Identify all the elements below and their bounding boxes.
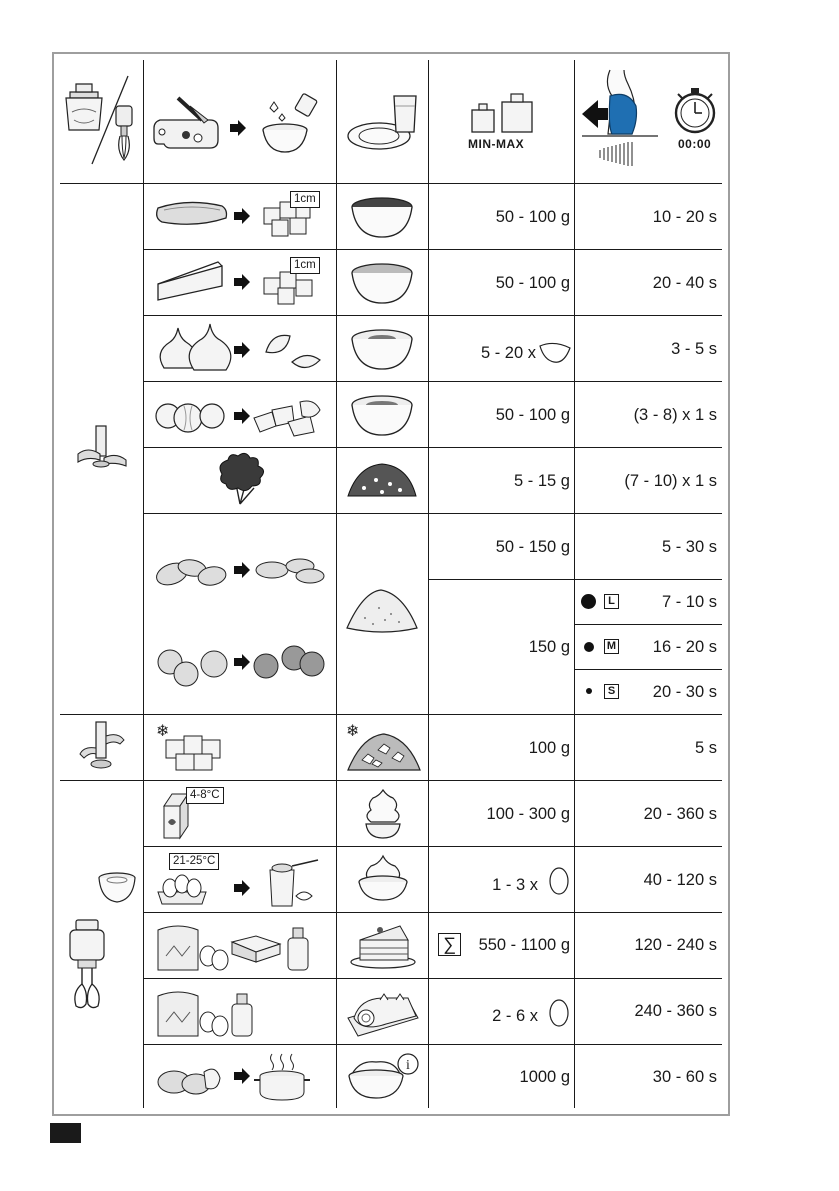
- speed-box-medium: M: [604, 639, 619, 654]
- row-divider: [143, 1044, 722, 1045]
- ice-crushing-blade-icon: [76, 720, 130, 774]
- speed-box-small: S: [604, 684, 619, 699]
- swiss-roll-icon: [344, 988, 422, 1038]
- speed-time: 16 - 20 s: [652, 638, 717, 656]
- row-divider: [428, 579, 722, 580]
- whipped-cream-icon: [358, 786, 408, 842]
- almonds-to-chopped-icon: [154, 550, 334, 594]
- col-divider-1: [143, 60, 144, 1108]
- svg-text:❄: ❄: [346, 721, 360, 740]
- row-amount: 100 g: [528, 739, 570, 757]
- speed-dot-medium: [584, 642, 594, 652]
- garlic-to-cloves-icon: [154, 322, 334, 376]
- ground-powder-icon: [345, 588, 419, 634]
- cake-slice-icon: [348, 918, 418, 970]
- row-time: 10 - 20 s: [652, 208, 717, 226]
- row-amount: 5 - 20 x: [480, 344, 536, 362]
- eggs-to-separator-icon: [154, 856, 334, 910]
- row-amount: 5 - 15 g: [514, 472, 570, 490]
- speed-time: 20 - 30 s: [652, 683, 717, 701]
- row-time: 5 s: [694, 739, 717, 757]
- row-time: 40 - 120 s: [643, 871, 717, 889]
- cube-size-label: 1cm: [290, 191, 320, 208]
- row-amount: 100 - 300 g: [486, 805, 570, 823]
- row-divider: [143, 513, 722, 514]
- flour-eggs-butter-sugar-icon: [154, 920, 314, 974]
- row-divider: [143, 381, 722, 382]
- row-divider: [60, 780, 722, 781]
- crushed-ice-icon: [344, 720, 422, 774]
- timer-label: 00:00: [678, 137, 712, 151]
- row-time: (7 - 10) x 1 s: [624, 472, 717, 490]
- col-divider-2: [336, 60, 337, 1108]
- row-amount: 50 - 100 g: [495, 208, 570, 226]
- row-amount: 550 - 1100 g: [478, 936, 570, 954]
- chopped-onion-bowl-icon: [350, 391, 414, 437]
- flour-eggs-sugar-icon: [154, 986, 264, 1040]
- col-divider-3: [428, 60, 429, 1108]
- egg-icon: [548, 866, 570, 896]
- row-amount: 150 g: [528, 638, 570, 656]
- timer-icon: [670, 86, 720, 136]
- temperature-label: 21-25°C: [169, 853, 219, 870]
- hazelnuts-to-chopped-icon: [154, 642, 334, 688]
- row-time: 120 - 240 s: [634, 936, 717, 954]
- temperature-label: 4-8°C: [186, 787, 224, 804]
- row-divider: [60, 183, 722, 184]
- potatoes-to-pot-icon: [154, 1050, 334, 1102]
- info-icon: [396, 1052, 420, 1076]
- row-amount: 1 - 3 x: [492, 876, 538, 894]
- beaten-egg-whites-icon: [356, 852, 410, 904]
- grated-cheese-bowl-icon: [350, 259, 414, 305]
- row-amount: 50 - 150 g: [495, 538, 570, 556]
- row-divider: [143, 978, 722, 979]
- row-divider: [143, 447, 722, 448]
- weight-range-label: MIN-MAX: [468, 137, 525, 151]
- row-divider: [143, 249, 722, 250]
- svg-text:❄: ❄: [156, 721, 170, 740]
- speed-time: 7 - 10 s: [661, 593, 717, 611]
- egg-icon: [548, 998, 570, 1028]
- speed-box-large: L: [604, 594, 619, 609]
- page-marker: [50, 1123, 81, 1143]
- speed-dot-large: [581, 594, 596, 609]
- row-amount: 1000 g: [519, 1068, 570, 1086]
- row-time: 240 - 360 s: [634, 1002, 717, 1020]
- onions-to-pieces-icon: [154, 388, 334, 442]
- ice-cubes-icon: [154, 720, 234, 772]
- row-time: 5 - 30 s: [661, 538, 717, 556]
- row-time: 20 - 40 s: [652, 274, 717, 292]
- row-time: (3 - 8) x 1 s: [633, 406, 717, 424]
- chopped-garlic-bowl-icon: [350, 325, 414, 371]
- weights-icon: [468, 92, 540, 134]
- row-divider: [143, 315, 722, 316]
- whisk-attachment-icon: [62, 918, 112, 1014]
- row-divider: [143, 912, 722, 913]
- whisk-bowl-icon: [96, 870, 138, 906]
- chopping-blade-icon: [76, 424, 130, 474]
- row-divider: [143, 846, 722, 847]
- row-divider: [60, 714, 722, 715]
- row-time: 30 - 60 s: [652, 1068, 717, 1086]
- chopper-bowl-and-whisk-icon: [62, 72, 140, 172]
- row-amount: 2 - 6 x: [492, 1007, 538, 1025]
- cube-size-label: 1cm: [290, 257, 320, 274]
- info-symbol: i: [406, 1058, 410, 1073]
- speed-dot-small: [586, 688, 592, 694]
- row-amount: 50 - 100 g: [495, 406, 570, 424]
- row-amount: 50 - 100 g: [495, 274, 570, 292]
- sum-icon: ∑: [438, 933, 461, 956]
- minced-meat-bowl-icon: [350, 193, 414, 239]
- plate-and-glass-icon: [344, 92, 422, 156]
- chopped-herbs-icon: [346, 460, 418, 500]
- row-time: 3 - 5 s: [671, 340, 717, 358]
- herbs-icon: [212, 452, 270, 506]
- press-button-speed-icon: [580, 70, 662, 170]
- col-divider-4: [574, 60, 575, 1108]
- row-divider: [574, 624, 722, 625]
- row-time: 20 - 360 s: [643, 805, 717, 823]
- cutting-board-to-bowl-icon: [150, 90, 330, 160]
- garlic-clove-icon: [538, 340, 572, 364]
- row-divider: [574, 669, 722, 670]
